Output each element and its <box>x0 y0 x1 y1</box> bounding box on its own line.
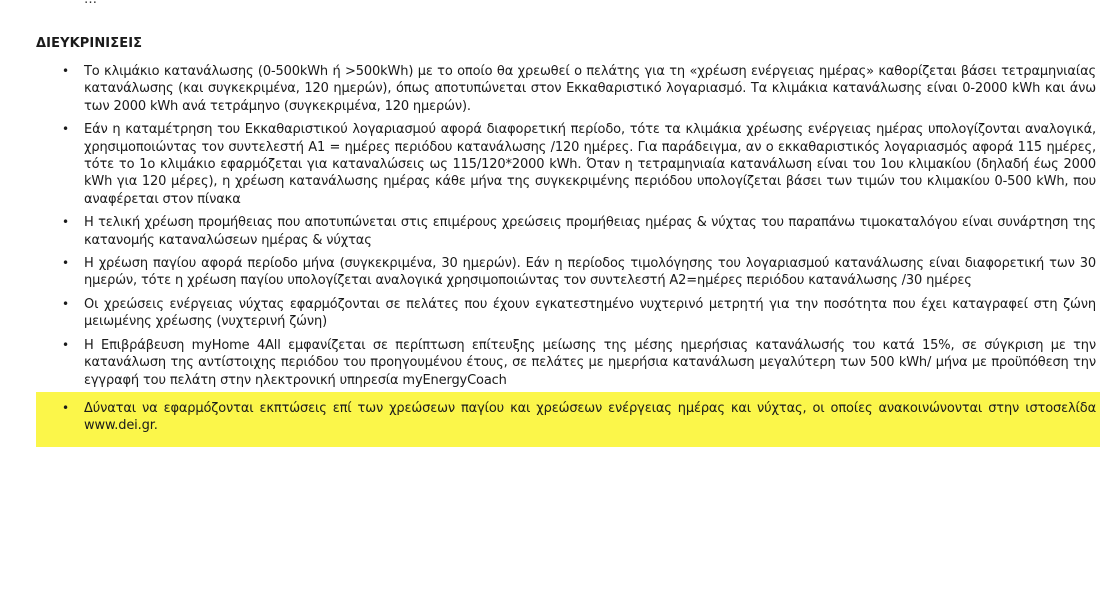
clarifications-heading: ΔΙΕΥΚΡΙΝΙΣΕΙΣ <box>36 36 143 51</box>
note-fixed-charge: • Η χρέωση παγίου αφορά περίοδο μήνα (συγκεκριμένα, 30 ημερών). Εάν η περίοδος τιμολόγησης του λογαριασμού κατανάλωσης είναι διαφορετική των 30 ημερών, τότε η χρέωση παγίου υπολογίζεται αναλογικά χρησιμοποιώντας τον συντελεστή Α2=ημέρες περιόδου κατανάλωσης /30 ημέρες <box>36 252 1100 293</box>
note-consumption-tier: • Το κλιμάκιο κατανάλωσης (0-500kWh ή >500kWh) με το οποίο θα χρεωθεί ο πελάτης για τη «χρέωση ενέργειας ημέρας» καθορίζεται βάσει τετραμηνιαίας κατανάλωσης (και συγκεκριμένα, 120 ημερών), όπως αποτυπώνεται στον Εκκαθαριστικό λογαριασμό. Τα κλιμάκια κατανάλωσης είναι 0-2000 kWh και άνω των 2000 kWh ανά τετράμηνο (συγκεκριμένα, 120 ημερών). <box>36 60 1100 118</box>
note-proportional-tiers: • Εάν η καταμέτρηση του Εκκαθαριστικού λογαριασμού αφορά διαφορετική περίοδο, τότε τα κλιμάκια χρέωσης ενέργειας ημέρας υπολογίζονται αναλογικά, χρησιμοποιώντας τον συντελεστή Α1 = ημέρες περιόδου κατανάλωσης /120 ημέρες. Για παράδειγμα, αν ο εκκαθαριστικός λογαριασμός αφορά 115 ημέρες, τότε το 1ο κλιμάκιο εφαρμόζεται για καταναλώσεις ως 115/120*2000 kWh. Όταν η τετραμηνιαία κατανάλωση είναι του 1ου κλιμακίου (δηλαδή έως 2000 kWh για 120 μέρες), η χρέωση κατανάλωσης ημέρας κάθε μήνα της συγκεκριμένης περιόδου υπολογίζεται βάσει των τιμών του κλιμακίου 0-500 kWh, που αναφέρεται στον πίνακα <box>36 118 1100 211</box>
note-myhome-reward: • Η Επιβράβευση myHome 4All εμφανίζεται σε περίπτωση επίτευξης μείωσης της μέσης ημερήσιας κατανάλωσής του κατά 15%, σε σύγκριση με την κατανάλωση της αντίστοιχης περιόδου του προηγουμένου έτους, σε πελάτες με ημερήσια κατανάλωση μεγαλύτερη των 500 kWh/ μήνα με προϋπόθεση την εγγραφή του πελάτη στην ηλεκτρονική υπηρεσία myEnergyCoach <box>36 334 1100 392</box>
note-night-charges: • Οι χρεώσεις ενέργειας νύχτας εφαρμόζονται σε πελάτες που έχουν εγκατεστημένο νυχτερινό μετρητή για την ποσότητα που έχει καταγραφεί στη ζώνη μειωμένης χρέωσης (νυχτερινή ζώνη) <box>36 293 1100 334</box>
note-supply-charge: • Η τελική χρέωση προμήθειας που αποτυπώνεται στις επιμέρους χρεώσεις προμήθειας ημέρας & νύχτας του παραπάνω τιμοκαταλόγου είναι συνάρτηση της κατανομής καταναλώσεων ημέρας & νύχτας <box>36 211 1100 252</box>
note-discounts-highlighted: • Δύναται να εφαρμόζονται εκπτώσεις επί των χρεώσεων παγίου και χρεώσεων ενέργειας ημέρας και νύχτας, οι οποίες ανακοινώνονται στην ιστοσελίδα www.dei.gr. <box>36 392 1100 447</box>
clipped-text-fragment <box>84 0 97 8</box>
clarifications-list <box>36 60 1100 447</box>
